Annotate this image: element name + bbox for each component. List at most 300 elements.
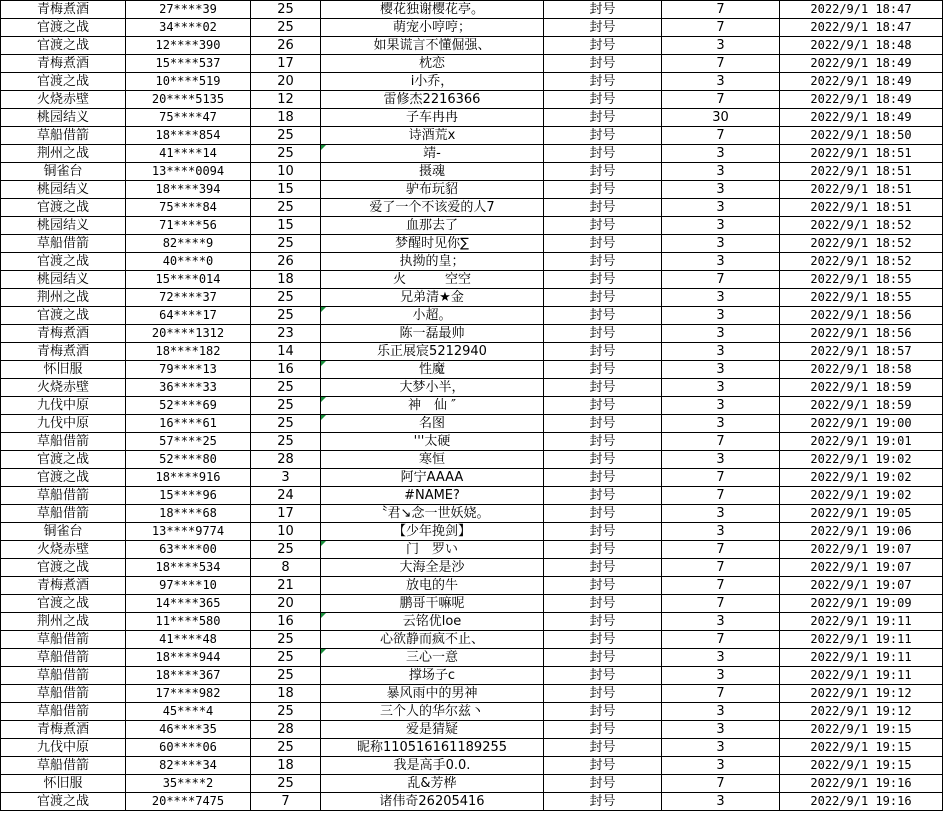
cell-level[interactable]: 25 bbox=[251, 235, 321, 253]
cell-timestamp[interactable]: 2022/9/1 19:00 bbox=[780, 415, 943, 433]
cell-level[interactable]: 15 bbox=[251, 217, 321, 235]
cell-timestamp[interactable]: 2022/9/1 18:59 bbox=[780, 397, 943, 415]
cell-account-id[interactable]: 36****33 bbox=[126, 379, 251, 397]
cell-action[interactable]: 封号 bbox=[544, 307, 662, 325]
cell-action[interactable]: 封号 bbox=[544, 433, 662, 451]
cell-nickname[interactable]: 〝君↘念一世妖娆。 bbox=[321, 505, 544, 523]
cell-account-id[interactable]: 57****25 bbox=[126, 433, 251, 451]
cell-action[interactable]: 封号 bbox=[544, 685, 662, 703]
cell-action[interactable]: 封号 bbox=[544, 757, 662, 775]
cell-action[interactable]: 封号 bbox=[544, 271, 662, 289]
cell-server[interactable]: 官渡之战 bbox=[1, 559, 126, 577]
cell-timestamp[interactable]: 2022/9/1 18:49 bbox=[780, 91, 943, 109]
cell-nickname[interactable]: 陈一磊最帅 bbox=[321, 325, 544, 343]
cell-action[interactable]: 封号 bbox=[544, 37, 662, 55]
cell-timestamp[interactable]: 2022/9/1 19:16 bbox=[780, 775, 943, 793]
cell-account-id[interactable]: 15****014 bbox=[126, 271, 251, 289]
cell-account-id[interactable]: 20****5135 bbox=[126, 91, 251, 109]
cell-level[interactable]: 25 bbox=[251, 649, 321, 667]
cell-ban-days[interactable]: 3 bbox=[662, 181, 780, 199]
cell-ban-days[interactable]: 7 bbox=[662, 685, 780, 703]
cell-ban-days[interactable]: 7 bbox=[662, 91, 780, 109]
cell-timestamp[interactable]: 2022/9/1 18:49 bbox=[780, 73, 943, 91]
cell-ban-days[interactable]: 7 bbox=[662, 55, 780, 73]
cell-timestamp[interactable]: 2022/9/1 18:47 bbox=[780, 1, 943, 19]
cell-ban-days[interactable]: 3 bbox=[662, 505, 780, 523]
cell-level[interactable]: 10 bbox=[251, 163, 321, 181]
cell-timestamp[interactable]: 2022/9/1 19:01 bbox=[780, 433, 943, 451]
cell-level[interactable]: 25 bbox=[251, 379, 321, 397]
cell-server[interactable]: 草船借箭 bbox=[1, 127, 126, 145]
cell-timestamp[interactable]: 2022/9/1 18:47 bbox=[780, 19, 943, 37]
cell-nickname[interactable]: 阿宁AAAA bbox=[321, 469, 544, 487]
cell-nickname[interactable]: 性魔 bbox=[321, 361, 544, 379]
cell-timestamp[interactable]: 2022/9/1 19:02 bbox=[780, 451, 943, 469]
cell-server[interactable]: 青梅煮酒 bbox=[1, 325, 126, 343]
cell-action[interactable]: 封号 bbox=[544, 415, 662, 433]
cell-action[interactable]: 封号 bbox=[544, 325, 662, 343]
cell-server[interactable]: 桃园结义 bbox=[1, 109, 126, 127]
cell-server[interactable]: 青梅煮酒 bbox=[1, 1, 126, 19]
cell-level[interactable]: 16 bbox=[251, 613, 321, 631]
cell-ban-days[interactable]: 7 bbox=[662, 775, 780, 793]
cell-nickname[interactable]: 鹏哥干嘛呢 bbox=[321, 595, 544, 613]
cell-nickname[interactable]: 小超。 bbox=[321, 307, 544, 325]
cell-level[interactable]: 18 bbox=[251, 685, 321, 703]
cell-account-id[interactable]: 75****84 bbox=[126, 199, 251, 217]
cell-timestamp[interactable]: 2022/9/1 19:11 bbox=[780, 631, 943, 649]
cell-account-id[interactable]: 97****10 bbox=[126, 577, 251, 595]
cell-account-id[interactable]: 17****982 bbox=[126, 685, 251, 703]
cell-ban-days[interactable]: 7 bbox=[662, 1, 780, 19]
cell-action[interactable]: 封号 bbox=[544, 235, 662, 253]
cell-server[interactable]: 荆州之战 bbox=[1, 145, 126, 163]
cell-level[interactable]: 25 bbox=[251, 127, 321, 145]
cell-level[interactable]: 25 bbox=[251, 433, 321, 451]
cell-nickname[interactable]: 大梦小半， bbox=[321, 379, 544, 397]
cell-ban-days[interactable]: 3 bbox=[662, 721, 780, 739]
cell-level[interactable]: 15 bbox=[251, 181, 321, 199]
cell-nickname[interactable]: 子车冉冉 bbox=[321, 109, 544, 127]
cell-action[interactable]: 封号 bbox=[544, 217, 662, 235]
cell-nickname[interactable]: 昵称110516161189255 bbox=[321, 739, 544, 757]
cell-account-id[interactable]: 13****9774 bbox=[126, 523, 251, 541]
cell-server[interactable]: 草船借箭 bbox=[1, 703, 126, 721]
cell-action[interactable]: 封号 bbox=[544, 613, 662, 631]
cell-nickname[interactable]: 大海全是沙 bbox=[321, 559, 544, 577]
cell-nickname[interactable]: 诗酒荒x bbox=[321, 127, 544, 145]
cell-server[interactable]: 草船借箭 bbox=[1, 487, 126, 505]
cell-account-id[interactable]: 63****00 bbox=[126, 541, 251, 559]
cell-action[interactable]: 封号 bbox=[544, 127, 662, 145]
cell-level[interactable]: 26 bbox=[251, 253, 321, 271]
cell-timestamp[interactable]: 2022/9/1 19:15 bbox=[780, 757, 943, 775]
cell-ban-days[interactable]: 7 bbox=[662, 271, 780, 289]
cell-server[interactable]: 桃园结义 bbox=[1, 181, 126, 199]
cell-account-id[interactable]: 18****367 bbox=[126, 667, 251, 685]
cell-level[interactable]: 25 bbox=[251, 307, 321, 325]
cell-ban-days[interactable]: 3 bbox=[662, 613, 780, 631]
cell-account-id[interactable]: 20****7475 bbox=[126, 793, 251, 811]
cell-nickname[interactable]: '''太硬 bbox=[321, 433, 544, 451]
cell-level[interactable]: 25 bbox=[251, 775, 321, 793]
cell-account-id[interactable]: 18****394 bbox=[126, 181, 251, 199]
cell-ban-days[interactable]: 3 bbox=[662, 325, 780, 343]
cell-ban-days[interactable]: 3 bbox=[662, 793, 780, 811]
cell-server[interactable]: 草船借箭 bbox=[1, 649, 126, 667]
cell-timestamp[interactable]: 2022/9/1 19:12 bbox=[780, 703, 943, 721]
cell-level[interactable]: 8 bbox=[251, 559, 321, 577]
cell-action[interactable]: 封号 bbox=[544, 649, 662, 667]
cell-server[interactable]: 官渡之战 bbox=[1, 73, 126, 91]
cell-level[interactable]: 18 bbox=[251, 757, 321, 775]
cell-timestamp[interactable]: 2022/9/1 18:51 bbox=[780, 163, 943, 181]
cell-ban-days[interactable]: 3 bbox=[662, 73, 780, 91]
cell-level[interactable]: 25 bbox=[251, 1, 321, 19]
cell-action[interactable]: 封号 bbox=[544, 541, 662, 559]
cell-server[interactable]: 官渡之战 bbox=[1, 37, 126, 55]
cell-server[interactable]: 官渡之战 bbox=[1, 307, 126, 325]
cell-ban-days[interactable]: 3 bbox=[662, 163, 780, 181]
cell-timestamp[interactable]: 2022/9/1 18:49 bbox=[780, 55, 943, 73]
cell-ban-days[interactable]: 3 bbox=[662, 667, 780, 685]
cell-timestamp[interactable]: 2022/9/1 19:11 bbox=[780, 613, 943, 631]
cell-action[interactable]: 封号 bbox=[544, 487, 662, 505]
cell-account-id[interactable]: 27****39 bbox=[126, 1, 251, 19]
cell-ban-days[interactable]: 7 bbox=[662, 541, 780, 559]
cell-action[interactable]: 封号 bbox=[544, 145, 662, 163]
cell-nickname[interactable]: 如果谎言不懂倔强、 bbox=[321, 37, 544, 55]
cell-ban-days[interactable]: 3 bbox=[662, 235, 780, 253]
cell-timestamp[interactable]: 2022/9/1 18:51 bbox=[780, 199, 943, 217]
cell-ban-days[interactable]: 7 bbox=[662, 469, 780, 487]
cell-nickname[interactable]: 寒恒 bbox=[321, 451, 544, 469]
cell-server[interactable]: 官渡之战 bbox=[1, 19, 126, 37]
cell-ban-days[interactable]: 3 bbox=[662, 649, 780, 667]
cell-action[interactable]: 封号 bbox=[544, 379, 662, 397]
cell-account-id[interactable]: 82****34 bbox=[126, 757, 251, 775]
cell-ban-days[interactable]: 3 bbox=[662, 343, 780, 361]
cell-ban-days[interactable]: 3 bbox=[662, 451, 780, 469]
cell-account-id[interactable]: 14****365 bbox=[126, 595, 251, 613]
cell-ban-days[interactable]: 7 bbox=[662, 487, 780, 505]
cell-server[interactable]: 怀旧服 bbox=[1, 775, 126, 793]
cell-timestamp[interactable]: 2022/9/1 18:56 bbox=[780, 325, 943, 343]
cell-timestamp[interactable]: 2022/9/1 18:50 bbox=[780, 127, 943, 145]
cell-nickname[interactable]: #NAME? bbox=[321, 487, 544, 505]
cell-server[interactable]: 怀旧服 bbox=[1, 361, 126, 379]
cell-level[interactable]: 3 bbox=[251, 469, 321, 487]
cell-account-id[interactable]: 34****02 bbox=[126, 19, 251, 37]
cell-timestamp[interactable]: 2022/9/1 19:09 bbox=[780, 595, 943, 613]
cell-account-id[interactable]: 75****47 bbox=[126, 109, 251, 127]
cell-action[interactable]: 封号 bbox=[544, 595, 662, 613]
cell-timestamp[interactable]: 2022/9/1 19:07 bbox=[780, 541, 943, 559]
cell-nickname[interactable]: 梦醒时见你∑ bbox=[321, 235, 544, 253]
cell-timestamp[interactable]: 2022/9/1 19:05 bbox=[780, 505, 943, 523]
cell-server[interactable]: 青梅煮酒 bbox=[1, 343, 126, 361]
cell-timestamp[interactable]: 2022/9/1 18:52 bbox=[780, 235, 943, 253]
cell-level[interactable]: 7 bbox=[251, 793, 321, 811]
cell-account-id[interactable]: 72****37 bbox=[126, 289, 251, 307]
cell-level[interactable]: 25 bbox=[251, 631, 321, 649]
cell-timestamp[interactable]: 2022/9/1 19:02 bbox=[780, 487, 943, 505]
cell-level[interactable]: 25 bbox=[251, 667, 321, 685]
cell-timestamp[interactable]: 2022/9/1 18:51 bbox=[780, 181, 943, 199]
cell-nickname[interactable]: 撑场子c bbox=[321, 667, 544, 685]
cell-level[interactable]: 18 bbox=[251, 271, 321, 289]
cell-ban-days[interactable]: 30 bbox=[662, 109, 780, 127]
cell-server[interactable]: 青梅煮酒 bbox=[1, 577, 126, 595]
cell-ban-days[interactable]: 7 bbox=[662, 631, 780, 649]
cell-account-id[interactable]: 13****0094 bbox=[126, 163, 251, 181]
cell-nickname[interactable]: i小乔， bbox=[321, 73, 544, 91]
cell-level[interactable]: 14 bbox=[251, 343, 321, 361]
cell-account-id[interactable]: 52****69 bbox=[126, 397, 251, 415]
cell-timestamp[interactable]: 2022/9/1 19:07 bbox=[780, 559, 943, 577]
cell-timestamp[interactable]: 2022/9/1 18:48 bbox=[780, 37, 943, 55]
cell-action[interactable]: 封号 bbox=[544, 721, 662, 739]
cell-nickname[interactable]: 名图 bbox=[321, 415, 544, 433]
cell-action[interactable]: 封号 bbox=[544, 109, 662, 127]
cell-action[interactable]: 封号 bbox=[544, 289, 662, 307]
cell-timestamp[interactable]: 2022/9/1 19:11 bbox=[780, 649, 943, 667]
cell-server[interactable]: 火烧赤壁 bbox=[1, 541, 126, 559]
cell-nickname[interactable]: 诸伟奇26205416 bbox=[321, 793, 544, 811]
cell-action[interactable]: 封号 bbox=[544, 397, 662, 415]
cell-account-id[interactable]: 15****537 bbox=[126, 55, 251, 73]
cell-level[interactable]: 23 bbox=[251, 325, 321, 343]
cell-timestamp[interactable]: 2022/9/1 18:51 bbox=[780, 145, 943, 163]
cell-level[interactable]: 21 bbox=[251, 577, 321, 595]
cell-nickname[interactable]: 乱&芳桦 bbox=[321, 775, 544, 793]
cell-server[interactable]: 草船借箭 bbox=[1, 667, 126, 685]
cell-account-id[interactable]: 18****916 bbox=[126, 469, 251, 487]
cell-account-id[interactable]: 46****35 bbox=[126, 721, 251, 739]
cell-ban-days[interactable]: 3 bbox=[662, 703, 780, 721]
cell-level[interactable]: 25 bbox=[251, 739, 321, 757]
cell-account-id[interactable]: 41****48 bbox=[126, 631, 251, 649]
cell-server[interactable]: 官渡之战 bbox=[1, 253, 126, 271]
cell-action[interactable]: 封号 bbox=[544, 451, 662, 469]
cell-timestamp[interactable]: 2022/9/1 18:57 bbox=[780, 343, 943, 361]
cell-nickname[interactable]: 【少年挽剑】 bbox=[321, 523, 544, 541]
cell-level[interactable]: 28 bbox=[251, 451, 321, 469]
cell-nickname[interactable]: 我是高手0.0. bbox=[321, 757, 544, 775]
cell-nickname[interactable]: 三心一意 bbox=[321, 649, 544, 667]
cell-account-id[interactable]: 64****17 bbox=[126, 307, 251, 325]
cell-server[interactable]: 桃园结义 bbox=[1, 217, 126, 235]
cell-level[interactable]: 25 bbox=[251, 703, 321, 721]
cell-timestamp[interactable]: 2022/9/1 18:49 bbox=[780, 109, 943, 127]
cell-level[interactable]: 17 bbox=[251, 55, 321, 73]
cell-action[interactable]: 封号 bbox=[544, 559, 662, 577]
cell-action[interactable]: 封号 bbox=[544, 253, 662, 271]
cell-ban-days[interactable]: 3 bbox=[662, 757, 780, 775]
cell-action[interactable]: 封号 bbox=[544, 163, 662, 181]
cell-ban-days[interactable]: 7 bbox=[662, 559, 780, 577]
cell-timestamp[interactable]: 2022/9/1 18:59 bbox=[780, 379, 943, 397]
cell-action[interactable]: 封号 bbox=[544, 667, 662, 685]
cell-server[interactable]: 九伐中原 bbox=[1, 415, 126, 433]
cell-level[interactable]: 17 bbox=[251, 505, 321, 523]
cell-account-id[interactable]: 18****182 bbox=[126, 343, 251, 361]
cell-server[interactable]: 青梅煮酒 bbox=[1, 55, 126, 73]
cell-timestamp[interactable]: 2022/9/1 19:15 bbox=[780, 739, 943, 757]
cell-ban-days[interactable]: 3 bbox=[662, 523, 780, 541]
cell-action[interactable]: 封号 bbox=[544, 1, 662, 19]
cell-server[interactable]: 荆州之战 bbox=[1, 289, 126, 307]
cell-nickname[interactable]: 樱花独谢樱花亭。 bbox=[321, 1, 544, 19]
cell-account-id[interactable]: 35****2 bbox=[126, 775, 251, 793]
cell-timestamp[interactable]: 2022/9/1 19:12 bbox=[780, 685, 943, 703]
cell-nickname[interactable]: 暴风雨中的男神 bbox=[321, 685, 544, 703]
cell-nickname[interactable]: 爱了一个不该爱的人7 bbox=[321, 199, 544, 217]
cell-action[interactable]: 封号 bbox=[544, 775, 662, 793]
cell-nickname[interactable]: 萌宠小哼哼； bbox=[321, 19, 544, 37]
cell-action[interactable]: 封号 bbox=[544, 793, 662, 811]
cell-ban-days[interactable]: 3 bbox=[662, 361, 780, 379]
cell-account-id[interactable]: 71****56 bbox=[126, 217, 251, 235]
cell-action[interactable]: 封号 bbox=[544, 739, 662, 757]
cell-nickname[interactable]: 神 仙 ″ bbox=[321, 397, 544, 415]
cell-level[interactable]: 20 bbox=[251, 73, 321, 91]
cell-timestamp[interactable]: 2022/9/1 18:55 bbox=[780, 289, 943, 307]
cell-ban-days[interactable]: 7 bbox=[662, 19, 780, 37]
cell-action[interactable]: 封号 bbox=[544, 343, 662, 361]
cell-timestamp[interactable]: 2022/9/1 18:56 bbox=[780, 307, 943, 325]
cell-action[interactable]: 封号 bbox=[544, 55, 662, 73]
cell-ban-days[interactable]: 3 bbox=[662, 289, 780, 307]
cell-ban-days[interactable]: 7 bbox=[662, 577, 780, 595]
cell-nickname[interactable]: 爱是猜疑 bbox=[321, 721, 544, 739]
cell-server[interactable]: 九伐中原 bbox=[1, 397, 126, 415]
cell-action[interactable]: 封号 bbox=[544, 505, 662, 523]
cell-ban-days[interactable]: 7 bbox=[662, 595, 780, 613]
cell-level[interactable]: 25 bbox=[251, 289, 321, 307]
cell-level[interactable]: 18 bbox=[251, 109, 321, 127]
cell-timestamp[interactable]: 2022/9/1 19:15 bbox=[780, 721, 943, 739]
cell-ban-days[interactable]: 3 bbox=[662, 397, 780, 415]
cell-account-id[interactable]: 40****0 bbox=[126, 253, 251, 271]
cell-action[interactable]: 封号 bbox=[544, 703, 662, 721]
cell-server[interactable]: 草船借箭 bbox=[1, 685, 126, 703]
cell-account-id[interactable]: 79****13 bbox=[126, 361, 251, 379]
cell-timestamp[interactable]: 2022/9/1 19:02 bbox=[780, 469, 943, 487]
cell-server[interactable]: 火烧赤壁 bbox=[1, 91, 126, 109]
cell-account-id[interactable]: 20****1312 bbox=[126, 325, 251, 343]
cell-server[interactable]: 草船借箭 bbox=[1, 235, 126, 253]
cell-level[interactable]: 26 bbox=[251, 37, 321, 55]
cell-account-id[interactable]: 18****854 bbox=[126, 127, 251, 145]
cell-nickname[interactable]: 枕恋 bbox=[321, 55, 544, 73]
cell-nickname[interactable]: 兄弟清★金 bbox=[321, 289, 544, 307]
cell-ban-days[interactable]: 3 bbox=[662, 217, 780, 235]
cell-account-id[interactable]: 12****390 bbox=[126, 37, 251, 55]
cell-action[interactable]: 封号 bbox=[544, 469, 662, 487]
cell-nickname[interactable]: 靖- bbox=[321, 145, 544, 163]
cell-account-id[interactable]: 16****61 bbox=[126, 415, 251, 433]
cell-ban-days[interactable]: 3 bbox=[662, 199, 780, 217]
cell-level[interactable]: 25 bbox=[251, 145, 321, 163]
cell-nickname[interactable]: 血那去了 bbox=[321, 217, 544, 235]
cell-timestamp[interactable]: 2022/9/1 19:11 bbox=[780, 667, 943, 685]
cell-action[interactable]: 封号 bbox=[544, 199, 662, 217]
cell-server[interactable]: 荆州之战 bbox=[1, 613, 126, 631]
cell-account-id[interactable]: 18****68 bbox=[126, 505, 251, 523]
cell-account-id[interactable]: 45****4 bbox=[126, 703, 251, 721]
cell-level[interactable]: 24 bbox=[251, 487, 321, 505]
cell-nickname[interactable]: 摄魂 bbox=[321, 163, 544, 181]
cell-nickname[interactable]: 三个人的华尔兹丶 bbox=[321, 703, 544, 721]
cell-ban-days[interactable]: 7 bbox=[662, 127, 780, 145]
cell-server[interactable]: 草船借箭 bbox=[1, 757, 126, 775]
cell-action[interactable]: 封号 bbox=[544, 523, 662, 541]
cell-account-id[interactable]: 15****96 bbox=[126, 487, 251, 505]
cell-account-id[interactable]: 60****06 bbox=[126, 739, 251, 757]
cell-server[interactable]: 火烧赤壁 bbox=[1, 379, 126, 397]
cell-nickname[interactable]: 云铭优loe bbox=[321, 613, 544, 631]
cell-nickname[interactable]: 执拗的皇； bbox=[321, 253, 544, 271]
cell-level[interactable]: 12 bbox=[251, 91, 321, 109]
cell-server[interactable]: 草船借箭 bbox=[1, 631, 126, 649]
cell-ban-days[interactable]: 3 bbox=[662, 415, 780, 433]
cell-nickname[interactable]: 放电的牛 bbox=[321, 577, 544, 595]
cell-timestamp[interactable]: 2022/9/1 18:52 bbox=[780, 253, 943, 271]
cell-nickname[interactable]: 驴布玩貂 bbox=[321, 181, 544, 199]
cell-server[interactable]: 官渡之战 bbox=[1, 469, 126, 487]
cell-server[interactable]: 官渡之战 bbox=[1, 595, 126, 613]
cell-account-id[interactable]: 18****534 bbox=[126, 559, 251, 577]
cell-nickname[interactable]: 乐正展宸5212940 bbox=[321, 343, 544, 361]
cell-action[interactable]: 封号 bbox=[544, 361, 662, 379]
cell-nickname[interactable]: 火 空空 bbox=[321, 271, 544, 289]
cell-account-id[interactable]: 18****944 bbox=[126, 649, 251, 667]
cell-account-id[interactable]: 41****14 bbox=[126, 145, 251, 163]
cell-server[interactable]: 官渡之战 bbox=[1, 199, 126, 217]
cell-ban-days[interactable]: 3 bbox=[662, 739, 780, 757]
cell-server[interactable]: 铜雀台 bbox=[1, 163, 126, 181]
cell-action[interactable]: 封号 bbox=[544, 73, 662, 91]
cell-ban-days[interactable]: 7 bbox=[662, 433, 780, 451]
cell-level[interactable]: 20 bbox=[251, 595, 321, 613]
cell-level[interactable]: 10 bbox=[251, 523, 321, 541]
cell-account-id[interactable]: 52****80 bbox=[126, 451, 251, 469]
cell-action[interactable]: 封号 bbox=[544, 577, 662, 595]
cell-timestamp[interactable]: 2022/9/1 18:52 bbox=[780, 217, 943, 235]
cell-ban-days[interactable]: 3 bbox=[662, 253, 780, 271]
cell-timestamp[interactable]: 2022/9/1 19:07 bbox=[780, 577, 943, 595]
cell-account-id[interactable]: 11****580 bbox=[126, 613, 251, 631]
cell-timestamp[interactable]: 2022/9/1 19:16 bbox=[780, 793, 943, 811]
cell-level[interactable]: 25 bbox=[251, 19, 321, 37]
cell-level[interactable]: 25 bbox=[251, 541, 321, 559]
cell-level[interactable]: 28 bbox=[251, 721, 321, 739]
cell-nickname[interactable]: 心欲静而疯不止、 bbox=[321, 631, 544, 649]
cell-ban-days[interactable]: 3 bbox=[662, 307, 780, 325]
cell-server[interactable]: 官渡之战 bbox=[1, 793, 126, 811]
cell-account-id[interactable]: 82****9 bbox=[126, 235, 251, 253]
cell-timestamp[interactable]: 2022/9/1 18:58 bbox=[780, 361, 943, 379]
cell-server[interactable]: 九伐中原 bbox=[1, 739, 126, 757]
cell-server[interactable]: 铜雀台 bbox=[1, 523, 126, 541]
cell-level[interactable]: 25 bbox=[251, 415, 321, 433]
cell-timestamp[interactable]: 2022/9/1 19:06 bbox=[780, 523, 943, 541]
cell-action[interactable]: 封号 bbox=[544, 19, 662, 37]
cell-server[interactable]: 草船借箭 bbox=[1, 433, 126, 451]
cell-level[interactable]: 16 bbox=[251, 361, 321, 379]
cell-level[interactable]: 25 bbox=[251, 397, 321, 415]
